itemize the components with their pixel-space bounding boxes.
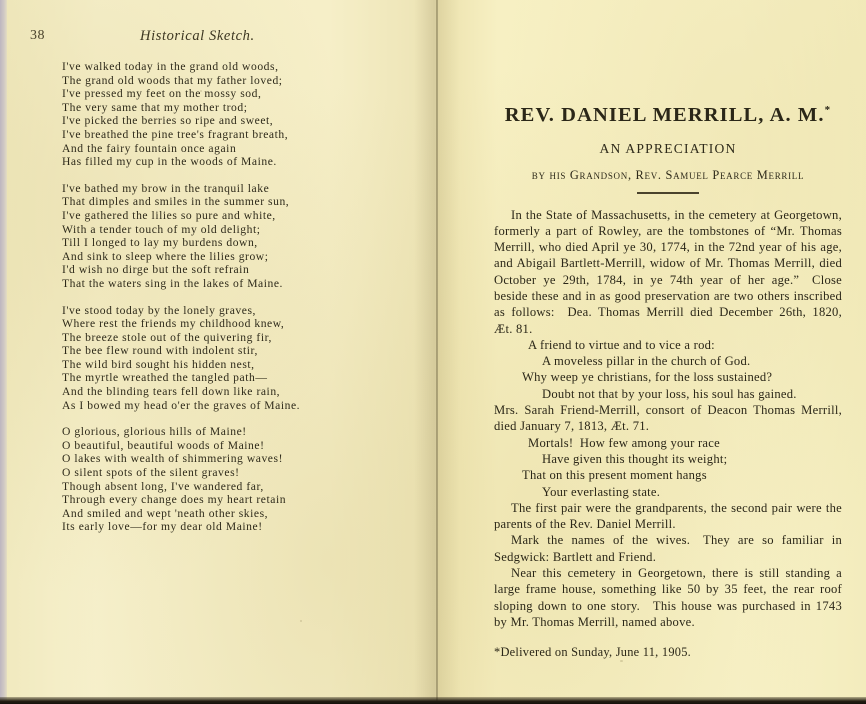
poem-line: Where rest the friends my childhood knew, [62, 317, 285, 331]
book-gutter [436, 0, 438, 704]
poem-line: O beautiful, beautiful woods of Maine! [62, 438, 265, 452]
poem-line: I've bathed my brow in the tranquil lake [62, 181, 270, 195]
poem-line: That the waters sing in the lakes of Maine. [62, 276, 284, 290]
poem-stanza [62, 304, 362, 413]
left-scan-edge [0, 0, 7, 704]
poem-line: Though absent long, I've wandered far, [62, 479, 264, 493]
footnote: *Delivered on Sunday, June 11, 1905. [494, 645, 692, 660]
article-title [494, 104, 842, 127]
poem-line: The myrtle wreathed the tangled path— [62, 371, 268, 385]
epitaph-line: A moveless pillar in the church of God. [542, 354, 751, 369]
title-rule [637, 192, 699, 194]
epitaph-line: Your everlasting state. [542, 484, 661, 499]
poem-line: And smiled and wept 'neath other skies, [62, 506, 269, 520]
body-paragraph: Mark the names of the wives. They are so familiar in Sedgwick: Bartlett and Friend. [494, 533, 842, 564]
poem-line: O glorious, glorious hills of Maine! [62, 425, 247, 439]
poem-line: Till I longed to lay my burdens down, [62, 236, 258, 250]
article-title-text: REV. DANIEL MERRILL, A. M. [504, 104, 825, 126]
body-paragraph: In the State of Massachusetts, in the cemetery at Georgetown, formerly a part of Rowley, are the tombstones of “Mr. Thomas Merrill, who died April ye 30, 1774, in the 72nd year of his age, and Abigail Bartlett-Merrill, widow of Mr. Thomas Merrill, died October ye 29th, 1784, in ye 74th year of her age.” Close beside these and in as good preservation are two others inscribed as follows: Dea. Thomas Merrill died December 26th, 1820, Æt. 81. [494, 207, 842, 336]
article-title-footnote-mark: * [824, 104, 832, 117]
poem-line: Has filled my cup in the woods of Maine. [62, 155, 277, 169]
poem [62, 60, 362, 547]
poem-line: As I bowed my head o'er the graves of Maine. [62, 398, 301, 412]
poem-line: Through every change does my heart retain [62, 493, 287, 507]
poem-line: The very same that my mother trod; [62, 100, 248, 114]
poem-line: O silent spots of the silent graves! [62, 466, 240, 480]
poem-line: I've picked the berries so ripe and sweet, [62, 114, 274, 128]
running-head: Historical Sketch. [140, 28, 255, 44]
article-subtitle: AN APPRECIATION [599, 141, 737, 156]
poem-line: And sink to sleep where the lilies grow; [62, 249, 269, 263]
bottom-scan-edge [0, 697, 866, 704]
poem-line: O lakes with wealth of shimmering waves! [62, 452, 283, 466]
article-byline: by his Grandson, Rev. Samuel Pearce Merrill [531, 168, 805, 182]
poem-line: And the blinding tears fell down like rain, [62, 385, 281, 399]
body-paragraph: The first pair were the grandparents, the second pair were the parents of the Rev. Daniel Merrill. [494, 500, 842, 532]
poem-stanza [62, 425, 362, 534]
epitaph-verse-one [494, 337, 842, 402]
poem-stanza [62, 182, 362, 291]
article [494, 104, 842, 660]
epitaph-line: Doubt not that by your loss, his soul has gained. [542, 386, 797, 401]
poem-line: I'd wish no dirge but the soft refrain [62, 263, 250, 277]
poem-line: I've walked today in the grand old woods, [62, 60, 279, 73]
epitaph-line: Why weep ye christians, for the loss sustained? [522, 370, 773, 385]
poem-line: I've breathed the pine tree's fragrant breath, [62, 127, 289, 141]
poem-stanza [62, 60, 362, 169]
poem-line: That dimples and smiles in the summer sun, [62, 195, 290, 209]
poem-line: With a tender touch of my old delight; [62, 222, 261, 236]
epitaph-verse-two [494, 435, 842, 500]
epitaph-line: Mortals! How few among your race [528, 435, 720, 450]
epitaph-line: That on this present moment hangs [522, 468, 707, 483]
poem-line: The breeze stole out of the quivering fir, [62, 330, 272, 344]
body-paragraph: Near this cemetery in Georgetown, there is still standing a large frame house, something like 50 by 35 feet, the rear roof sloping down to one story. This house was purchased in 1743 by Mr. Thomas Merrill, named above. [494, 566, 842, 629]
poem-line: The grand old woods that my father loved; [62, 73, 283, 87]
poem-line: The wild bird sought his hidden nest, [62, 357, 255, 371]
body-paragraph: Mrs. Sarah Friend-Merrill, consort of Deacon Thomas Merrill, died January 7, 1813, Æt. 71. [494, 403, 842, 434]
poem-line: Its early love—for my dear old Maine! [62, 520, 263, 534]
poem-line: I've gathered the lilies so pure and white, [62, 208, 276, 222]
poem-line: The bee flew round with indolent stir, [62, 344, 258, 358]
poem-line: I've stood today by the lonely graves, [62, 303, 256, 317]
page-number: 38 [30, 28, 45, 43]
poem-line: And the fairy fountain once again [62, 141, 237, 155]
epitaph-line: A friend to virtue and to vice a rod: [528, 337, 715, 352]
poem-line: I've pressed my feet on the mossy sod, [62, 87, 262, 101]
epitaph-line: Have given this thought its weight; [542, 451, 728, 466]
